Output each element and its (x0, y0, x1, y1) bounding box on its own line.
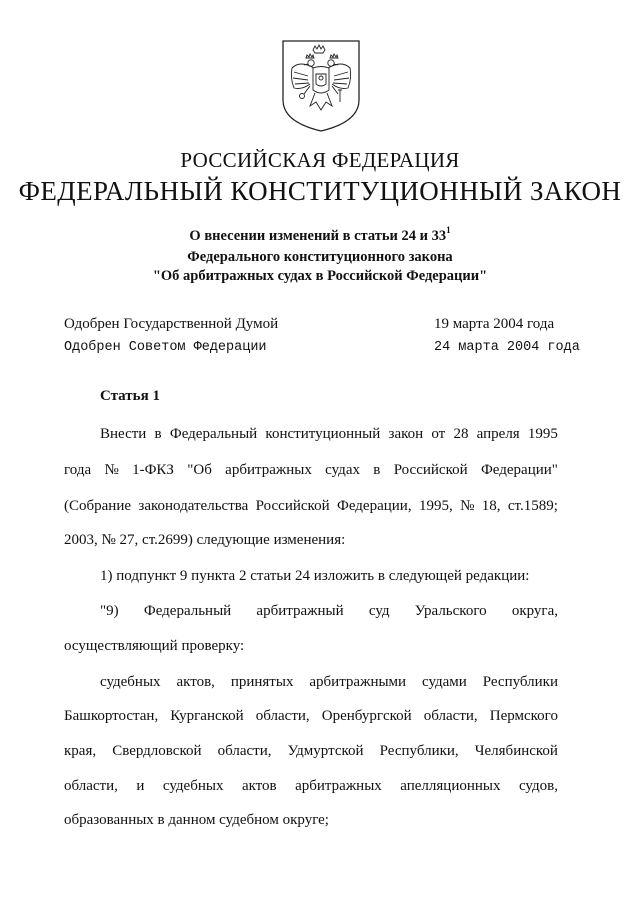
law-type-heading: ФЕДЕРАЛЬНЫЙ КОНСТИТУЦИОННЫЙ ЗАКОН (18, 176, 622, 206)
word: округа, (511, 603, 558, 619)
word: области, (255, 708, 310, 724)
word: 1-ФКЗ (132, 462, 174, 478)
word: апреля (476, 426, 520, 442)
word: "Об (187, 462, 212, 478)
word: № (104, 462, 119, 478)
word: Башкортостан, (64, 708, 159, 724)
word: актов, (176, 674, 215, 690)
word: Челябинской (474, 743, 558, 759)
word: области, (64, 778, 118, 794)
subitem-9-line-2: осуществляющий проверку: (64, 638, 245, 654)
word: Уральского (414, 603, 487, 619)
word: 18, (481, 498, 501, 514)
word: от (431, 426, 446, 442)
approval-council-label: Одобрен Советом Федерации (64, 340, 267, 355)
law-title-line-1 (0, 225, 640, 245)
paragraph-1-line-1 (100, 426, 558, 443)
law-title-line-3: "Об арбитражных судах в Российской Федерации" (152, 268, 488, 284)
word: 28 (453, 426, 469, 442)
word: арбитражными (309, 674, 407, 690)
law-title-line-1-text: О внесении изменений в статьи 24 и 33 (189, 228, 447, 244)
approval-duma-date: 19 марта 2004 года (434, 316, 555, 332)
word: и (136, 778, 145, 794)
word: конституционный (265, 426, 381, 442)
word: Свердловской (112, 743, 202, 759)
subitem-9-line-1 (100, 603, 558, 620)
word: Федерации, (336, 498, 412, 514)
word: принятых (230, 674, 294, 690)
word: апелляционных (400, 778, 501, 794)
word: Российской (393, 462, 468, 478)
law-title-superscript: 1 (446, 225, 451, 235)
word: в (373, 462, 381, 478)
word: области, (217, 743, 272, 759)
word: ст.1589; (507, 498, 558, 514)
acts-line-4 (64, 778, 558, 795)
word: Российской (255, 498, 330, 514)
acts-line-2 (64, 708, 558, 725)
word: края, (64, 743, 97, 759)
word: 1995, (418, 498, 453, 514)
word: Республики, (379, 743, 459, 759)
law-title-line-2: Федерального конституционного закона (187, 249, 453, 265)
word: 1995 (527, 426, 558, 442)
article-heading: Статья 1 (100, 388, 160, 404)
approval-council-date: 24 марта 2004 года (434, 340, 580, 355)
word: Федерации" (480, 462, 558, 478)
word: № (460, 498, 475, 514)
word: актов (241, 778, 277, 794)
paragraph-1-line-3 (64, 498, 558, 515)
word: Федеральный (169, 426, 258, 442)
word: Удмуртской (287, 743, 364, 759)
word: в (154, 426, 162, 442)
word: судах (325, 462, 360, 478)
word: (Собрание (64, 498, 132, 514)
word: области, (423, 708, 478, 724)
word: арбитражных (295, 778, 382, 794)
approval-duma-label: Одобрен Государственной Думой (64, 316, 279, 332)
acts-line-1 (100, 674, 558, 691)
word: года (64, 462, 92, 478)
word: Оренбургской (321, 708, 412, 724)
paragraph-1-line-4: 2003, № 27, ст.2699) следующие изменения: (64, 532, 346, 548)
word: судебных (162, 778, 224, 794)
paragraph-1-line-2 (64, 462, 558, 479)
word: Пермского (489, 708, 558, 724)
word: законодательства (138, 498, 249, 514)
word: Федеральный (143, 603, 232, 619)
word: закон (388, 426, 424, 442)
acts-line-3 (64, 743, 558, 760)
word: Курганской (170, 708, 244, 724)
country-heading: РОССИЙСКАЯ ФЕДЕРАЦИЯ (180, 148, 460, 172)
word: Республики (482, 674, 558, 690)
word: арбитражных (225, 462, 312, 478)
word: Внести (100, 426, 147, 442)
word: арбитражный (256, 603, 344, 619)
item-1-text: 1) подпункт 9 пункта 2 статьи 24 изложить в следующей редакции: (100, 568, 530, 584)
word: судами (422, 674, 467, 690)
word: суд (368, 603, 390, 619)
word: судебных (100, 674, 161, 690)
coat-of-arms-emblem (280, 38, 362, 134)
word: "9) (100, 603, 119, 619)
acts-line-5: образованных в данном судебном округе; (64, 812, 329, 828)
word: судов, (518, 778, 558, 794)
